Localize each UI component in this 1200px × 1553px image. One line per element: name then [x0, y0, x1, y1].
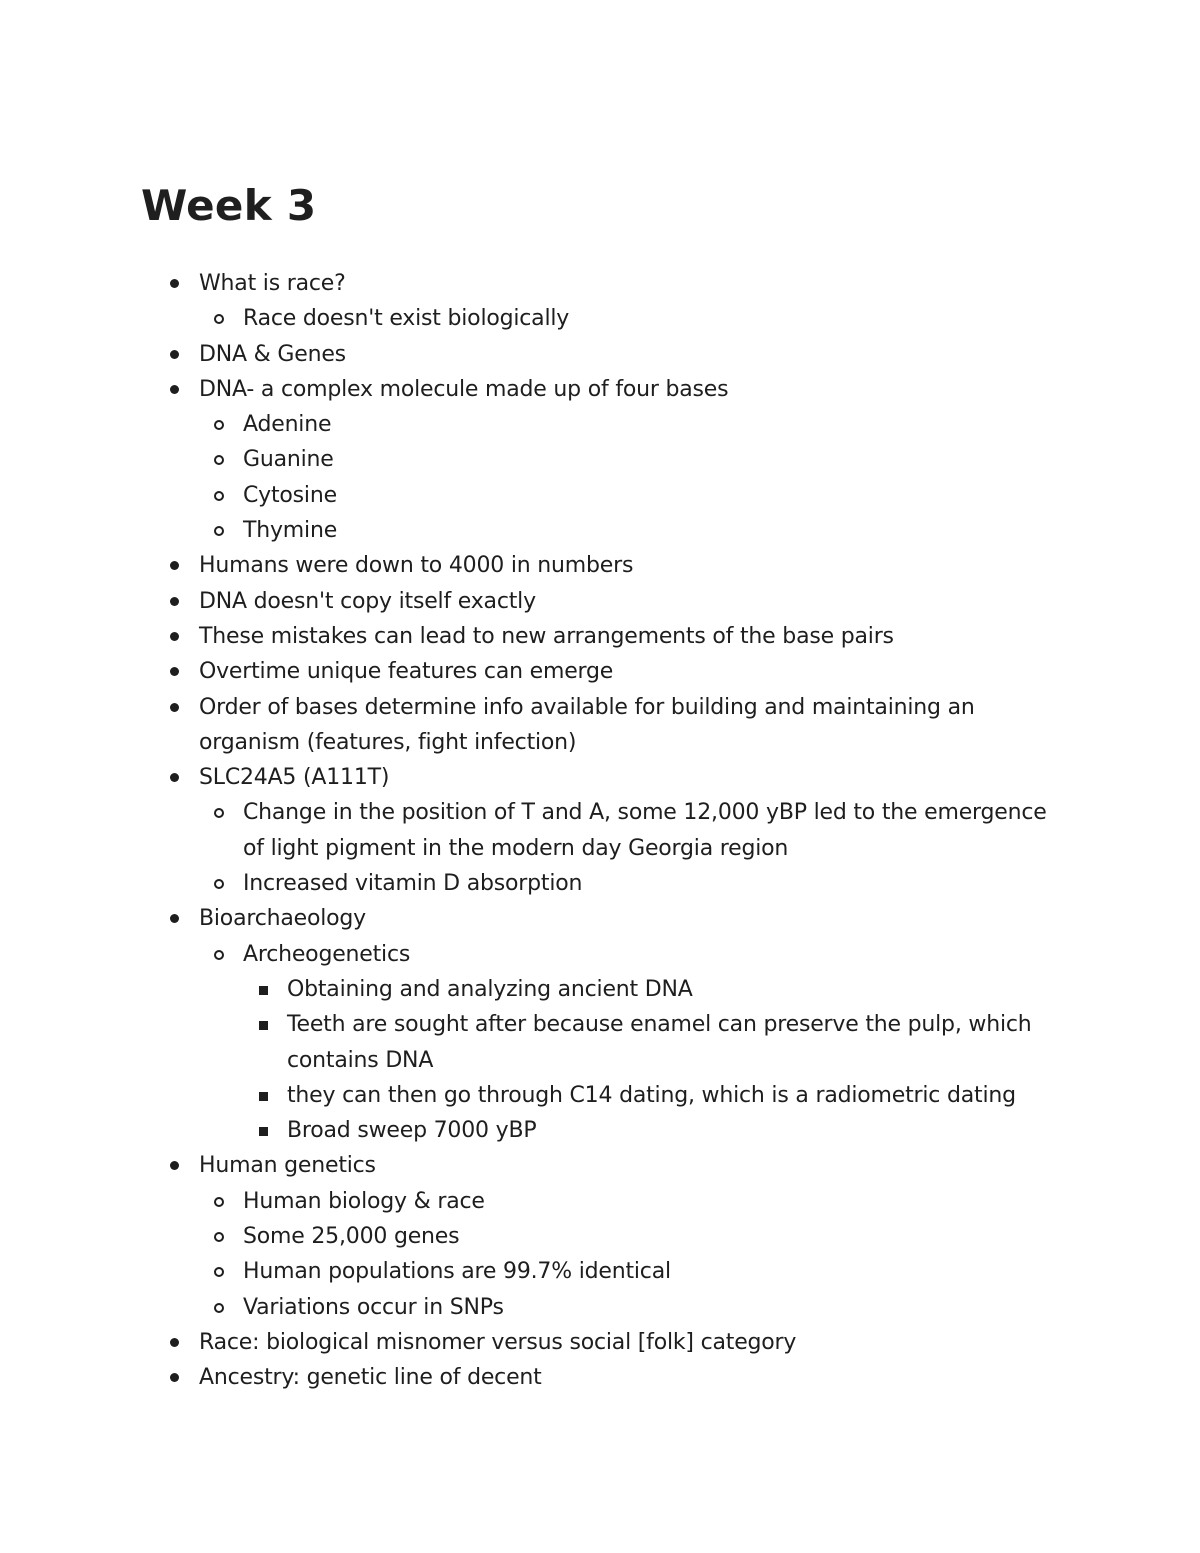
sub-list-item [0, 937, 1069, 972]
list-item-text: Human biology & race [243, 1188, 485, 1214]
list-item-text: Overtime unique features can emerge [199, 659, 614, 685]
bullet-circle-icon [214, 1232, 224, 1242]
bullet-square-icon [259, 986, 268, 995]
list-item-text: DNA & Genes [199, 341, 346, 367]
list-item-text: Obtaining and analyzing ancient DNA [287, 976, 693, 1002]
sub-list-item [0, 478, 1069, 513]
list-item-text: What is race? [199, 271, 346, 296]
bullet-circle-icon [214, 420, 224, 430]
sub-sub-list-item [0, 972, 1069, 1007]
list-item-text: Guanine [243, 447, 334, 473]
bullet-circle-icon [214, 455, 224, 465]
list-item [0, 1360, 1069, 1395]
bullet-circle-icon [214, 808, 224, 818]
list-item [0, 619, 1069, 654]
sub-list-item [0, 442, 1069, 477]
bullet-dot-icon [170, 667, 179, 676]
list-item-text: Order of bases determine info available for building and maintaining an organism (features, fight infection) [199, 694, 975, 755]
list-item [0, 690, 1069, 761]
sub-list-item [0, 1219, 1069, 1254]
list-item-text: Race: biological misnomer versus social [folk] category [199, 1329, 797, 1355]
list-item [0, 1325, 1069, 1360]
list-item [0, 1148, 1069, 1183]
list-item-text: Race doesn't exist biologically [243, 306, 570, 332]
notes-list [0, 266, 1200, 1396]
bullet-dot-icon [170, 1373, 179, 1382]
bullet-square-icon [259, 1092, 268, 1101]
list-item [0, 901, 1069, 936]
list-item-text: DNA- a complex molecule made up of four bases [199, 376, 729, 402]
bullet-circle-icon [214, 314, 224, 324]
list-item [0, 654, 1069, 689]
bullet-dot-icon [170, 914, 179, 923]
list-item-text: Change in the position of T and A, some 12,000 yBP led to the emergence of light pigment in the modern day Georgia region [243, 800, 1047, 861]
bullet-circle-icon [214, 491, 224, 501]
list-item-text: they can then go through C14 dating, which is a radiometric dating [287, 1082, 1016, 1108]
bullet-dot-icon [170, 597, 179, 606]
list-item [0, 548, 1069, 583]
list-item-text: SLC24A5 (A111T) [199, 765, 390, 791]
list-item-text: Increased vitamin D absorption [243, 871, 583, 897]
bullet-dot-icon [170, 279, 179, 288]
list-item-text: Broad sweep 7000 yBP [287, 1118, 537, 1144]
list-item-text: These mistakes can lead to new arrangements of the base pairs [199, 623, 894, 649]
list-item-text: Variations occur in SNPs [243, 1294, 504, 1320]
bullet-circle-icon [214, 526, 224, 536]
list-item-text: Thymine [243, 518, 338, 544]
sub-sub-list-item [0, 1113, 1069, 1148]
bullet-dot-icon [170, 1338, 179, 1347]
list-item-text: Human populations are 99.7% identical [243, 1259, 671, 1285]
sub-list-item [0, 513, 1069, 548]
list-item [0, 337, 1069, 372]
sub-list-item [0, 301, 1069, 336]
bullet-dot-icon [170, 350, 179, 359]
sub-list-item [0, 1254, 1069, 1289]
bullet-circle-icon [214, 950, 224, 960]
list-item [0, 584, 1069, 619]
page-title: Week 3 [141, 181, 317, 230]
bullet-dot-icon [170, 703, 179, 712]
bullet-dot-icon [170, 1161, 179, 1170]
list-item-text: Bioarchaeology [199, 906, 366, 932]
bullet-dot-icon [170, 561, 179, 570]
list-item-text: Adenine [243, 412, 332, 438]
sub-sub-list-item [0, 1007, 1069, 1078]
bullet-square-icon [259, 1021, 268, 1030]
list-item [0, 760, 1069, 795]
list-item-text: Archeogenetics [243, 941, 411, 967]
sub-sub-list-item [0, 1078, 1069, 1113]
list-item-text: DNA doesn't copy itself exactly [199, 588, 536, 614]
bullet-square-icon [259, 1127, 268, 1136]
list-item [0, 372, 1069, 407]
list-item-text: Human genetics [199, 1153, 376, 1179]
list-item-text: Teeth are sought after because enamel can preserve the pulp, which contains DNA [287, 1012, 1032, 1073]
list-item [0, 266, 1069, 301]
list-item-text: Humans were down to 4000 in numbers [199, 553, 634, 579]
bullet-circle-icon [214, 1303, 224, 1313]
list-item-text: Cytosine [243, 482, 337, 508]
bullet-circle-icon [214, 1197, 224, 1207]
sub-list-item [0, 407, 1069, 442]
sub-list-item [0, 795, 1069, 866]
sub-list-item [0, 1184, 1069, 1219]
bullet-dot-icon [170, 632, 179, 641]
bullet-dot-icon [170, 385, 179, 394]
sub-list-item [0, 1290, 1069, 1325]
sub-list-item [0, 866, 1069, 901]
bullet-circle-icon [214, 879, 224, 889]
bullet-circle-icon [214, 1267, 224, 1277]
bullet-dot-icon [170, 773, 179, 782]
list-item-text: Ancestry: genetic line of decent [199, 1365, 542, 1391]
list-item-text: Some 25,000 genes [243, 1224, 460, 1250]
